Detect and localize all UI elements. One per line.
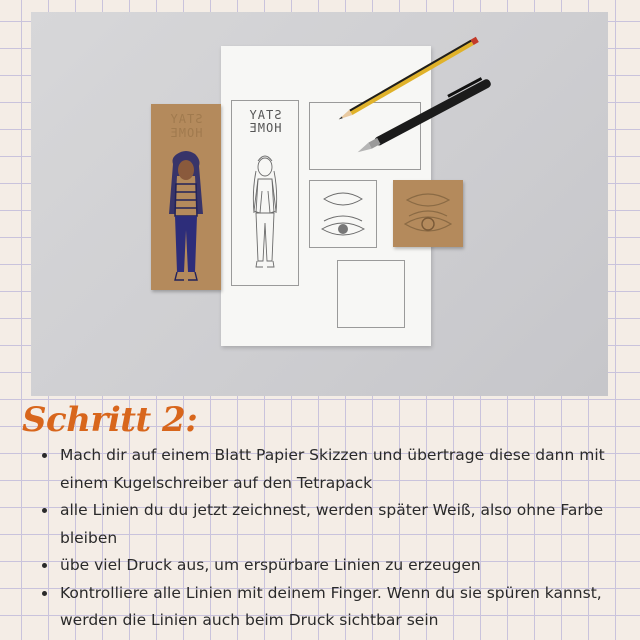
sketch-blank-square	[337, 260, 405, 328]
list-item: • alle Linien du du jetzt zeichnest, werden später Weiß, also ohne Farbe bleiben	[58, 497, 620, 552]
sketch-woman-drawing	[232, 101, 298, 285]
embossed-eyes-drawing	[393, 180, 463, 247]
craft-photo	[31, 12, 608, 396]
instruction-list	[38, 442, 620, 635]
sketch-figure-panel	[231, 100, 299, 286]
sketch-mirror-text: STAY HOME	[248, 108, 282, 135]
list-item: • Kontrolliere alle Linien mit deinem Finger. Wenn du sie spüren kannst, werden die Linien auch beim Druck sichtbar sein	[58, 580, 620, 635]
ballpoint-woman-drawing	[151, 104, 221, 290]
tetrapack-eye-card	[393, 180, 463, 247]
tetrapack-figure-card	[151, 104, 221, 290]
sketch-eye-box	[309, 180, 377, 248]
card-mirror-text: STAY HOME	[169, 112, 203, 140]
sketch-eyes-drawing	[310, 181, 376, 247]
list-item: • übe viel Druck aus, um erspürbare Linien zu erzeugen	[58, 552, 620, 580]
step-title: Schritt 2:	[22, 400, 198, 440]
list-item: • Mach dir auf einem Blatt Papier Skizzen und übertrage diese dann mit einem Kugelschreiber auf den Tetrapack	[58, 442, 620, 497]
ballpoint-pen-icon	[335, 62, 515, 172]
